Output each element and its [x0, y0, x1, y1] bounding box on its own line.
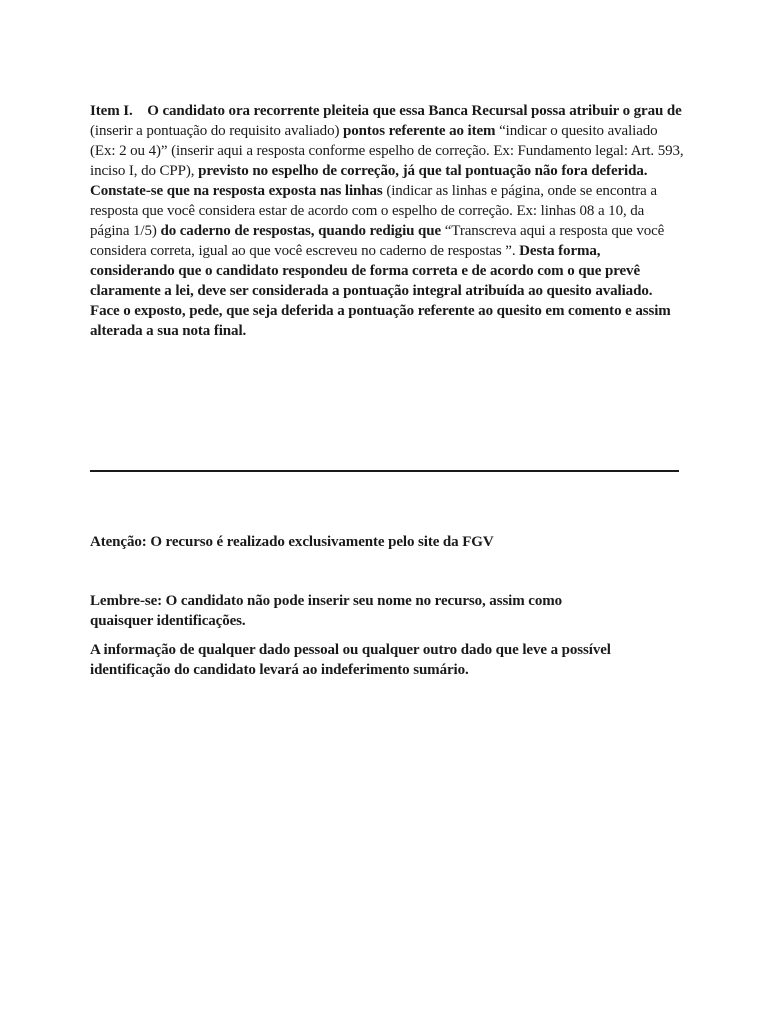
paragraph-run: (inserir a pontuação do requisito avaliado): [90, 123, 344, 139]
recourse-model-paragraph: [90, 101, 684, 341]
paragraph-run: Desta forma, considerando que o candidato respondeu de forma correta e de acordo com o que prevê claramente a lei, deve ser considerada a pontuação integral atribuída ao quesito avaliado. Face o exposto, pede, que seja deferida a pontuação referente ao quesito em comento e assim alterada a sua nota final.: [90, 243, 671, 339]
paragraph-run: previsto no espelho de correção, já que tal pontuação não fora deferida. Constate-se que na resposta exposta nas linhas: [90, 163, 648, 199]
paragraph-run: “Transcreva aqui a resposta que você considera correta, igual ao que você escreveu no caderno de respostas ”.: [90, 223, 665, 259]
personal-data-notice: A informação de qualquer dado pessoal ou qualquer outro dado que leve a possível identificação do candidato levará ao indeferimento sumário.: [90, 642, 611, 678]
paragraph-run: “indicar o quesito avaliado (Ex: 2 ou 4)” (inserir aqui a resposta conforme espelho de correção. Ex: Fundamento legal: Art. 593, inciso I, do CPP),: [90, 123, 684, 179]
attention-site-notice: Atenção: O recurso é realizado exclusivamente pelo site da FGV: [90, 534, 494, 550]
paragraph-run: pontos referente ao item: [343, 123, 500, 139]
divider-line: [90, 470, 679, 472]
paragraph-run: do caderno de respostas, quando redigiu que: [160, 223, 445, 239]
paragraph-run: (indicar as linhas e página, onde se encontra a resposta que você considera estar de acordo com o espelho de correção. Ex: linhas 08 a 10, da página 1/5): [90, 183, 657, 239]
paragraph-run: Item I. O candidato ora recorrente pleiteia que essa Banca Recursal possa atribuir o grau de: [90, 103, 682, 119]
reminder-no-name-notice: Lembre-se: O candidato não pode inserir seu nome no recurso, assim como quaisquer identificações.: [90, 593, 563, 629]
